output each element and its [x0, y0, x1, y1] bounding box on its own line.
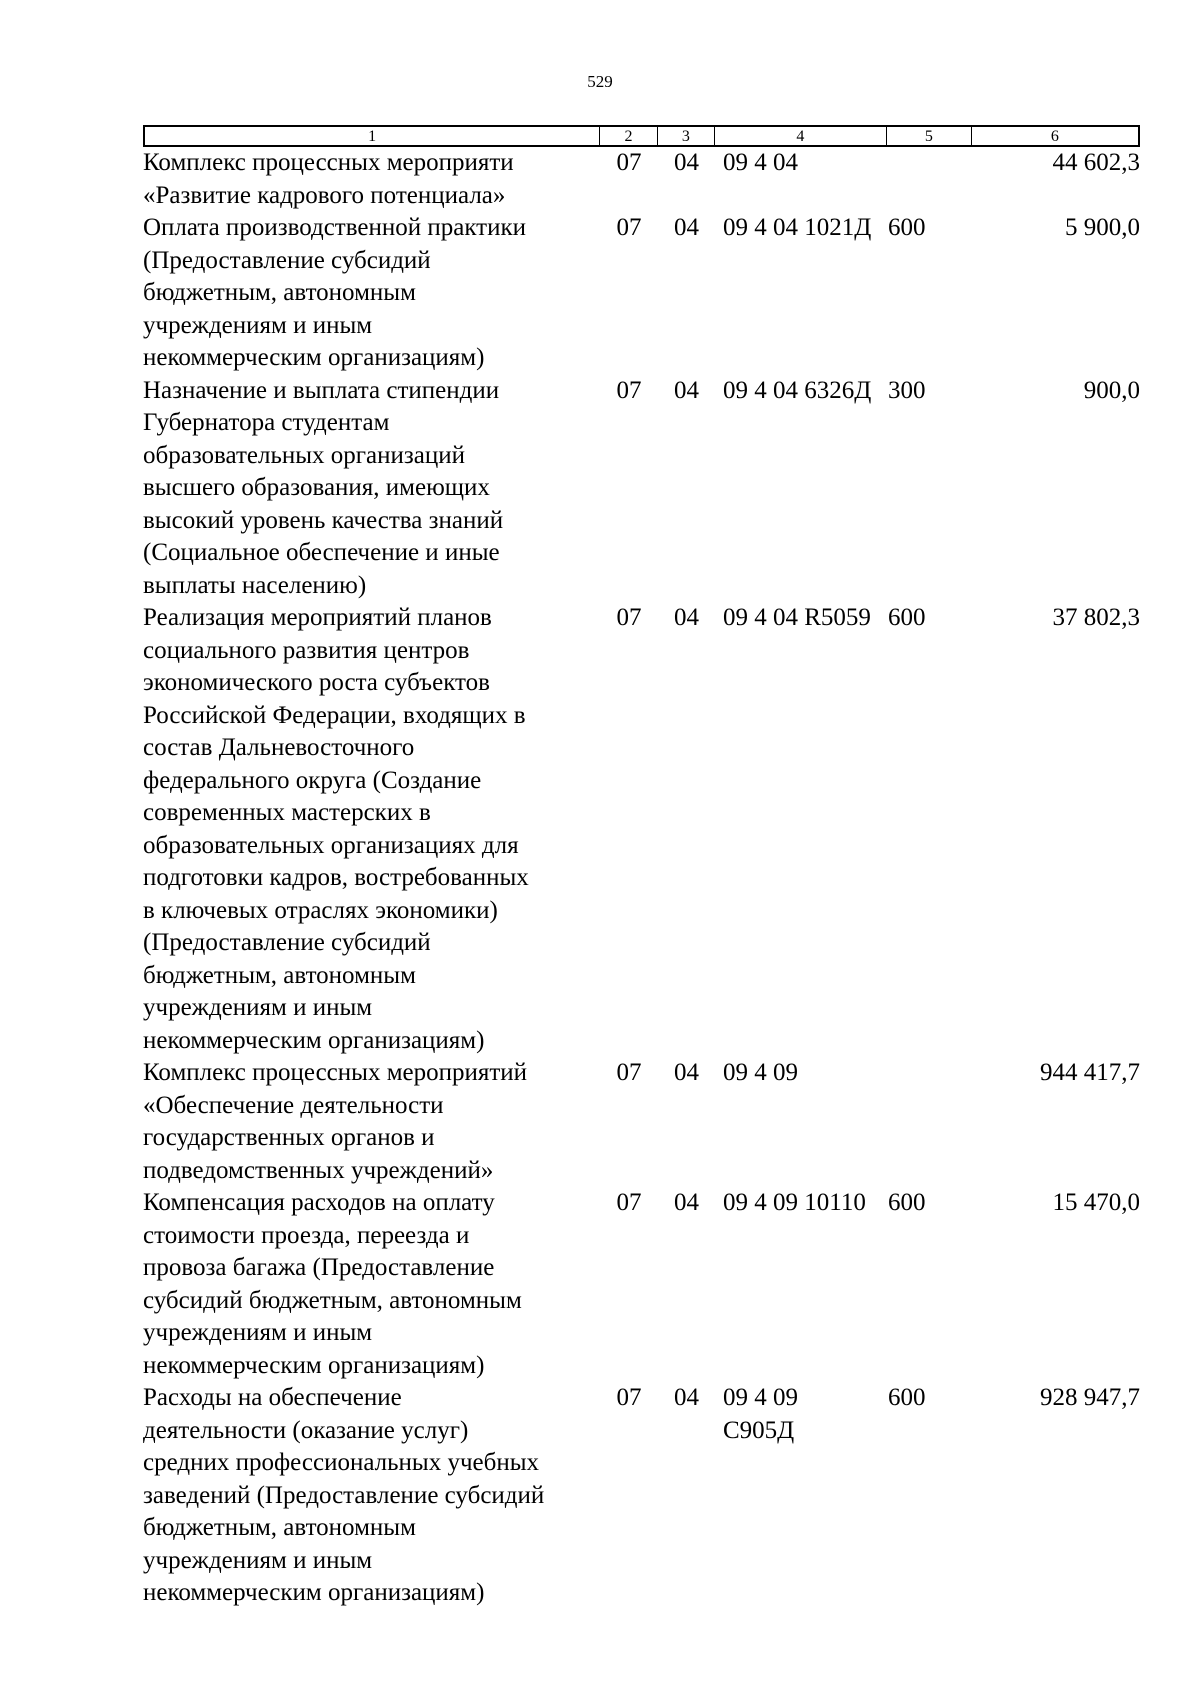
- row-amount: 944 417,7: [1040, 1059, 1140, 1086]
- row-section-code: 07: [616, 149, 642, 176]
- row-expense-type: 600: [888, 214, 926, 241]
- table-row: [143, 1187, 1140, 1382]
- row-name-line: бюджетным, автономным: [143, 1514, 416, 1541]
- row-target-code-line: 09 4 09: [723, 1384, 798, 1411]
- row-name-line: некоммерческим организациям): [143, 1579, 485, 1606]
- row-target-code-line: С905Д: [723, 1416, 795, 1444]
- row-name-line: высшего образования, имеющих: [143, 474, 490, 501]
- row-subsection-code: 04: [674, 376, 699, 404]
- row-name-line: заведений (Предоставление субсидий: [143, 1481, 545, 1509]
- row-amount: 900,0: [1083, 376, 1140, 404]
- row-subsection-code: 04: [674, 149, 699, 176]
- row-amount: 44 602,3: [1052, 149, 1140, 176]
- row-target-code: [715, 375, 888, 408]
- row-name-line: «Развитие кадрового потенциала»: [143, 181, 506, 209]
- row-section-code: 07: [616, 376, 642, 404]
- row-target-code-line: 09 4 04: [723, 149, 798, 176]
- table-row: [143, 1057, 1140, 1187]
- row-target-code-line: 09 4 09: [723, 1059, 798, 1086]
- row-name-line: некоммерческим организациям): [143, 1351, 485, 1379]
- row-name-line: Губернатора студентам: [143, 409, 390, 436]
- row-name-line: средних профессиональных учебных: [143, 1449, 540, 1476]
- row-target-code-line: 09 4 04 1021Д: [723, 214, 872, 241]
- row-name-line: деятельности (оказание услуг): [143, 1416, 469, 1444]
- row-amount: 928 947,7: [1040, 1384, 1140, 1411]
- row-name-line: Российской Федерации, входящих в: [143, 701, 526, 729]
- row-target-code: [715, 1382, 888, 1447]
- row-target-code: [715, 1057, 888, 1090]
- table-body: [143, 147, 1140, 1610]
- row-name-line: учреждениям и иным: [143, 1546, 373, 1574]
- row-subsection-code: 04: [674, 1059, 699, 1086]
- row-name-line: (Предоставление субсидий: [143, 246, 431, 274]
- row-name-line: подведомственных учреждений»: [143, 1156, 494, 1184]
- row-name: [143, 1187, 600, 1382]
- header-col-3: 3: [658, 127, 715, 145]
- row-name-line: образовательных организаций: [143, 441, 466, 469]
- page-number: 529: [587, 72, 613, 91]
- row-name-line: в ключевых отраслях экономики): [143, 896, 498, 924]
- row-name-line: социального развития центров: [143, 636, 470, 664]
- row-name-line: некоммерческим организациям): [143, 1026, 485, 1054]
- row-section-code: 07: [616, 214, 642, 241]
- row-amount: 15 470,0: [1052, 1189, 1140, 1216]
- row-name-line: некоммерческим организациям): [143, 344, 485, 371]
- row-subsection-code: 04: [674, 214, 699, 241]
- row-name-line: Комплекс процессных мероприяти: [143, 149, 514, 176]
- row-name-line: подготовки кадров, востребованных: [143, 864, 529, 891]
- row-target-code-line: 09 4 04 R5059: [723, 604, 871, 631]
- table-row: [143, 147, 1140, 212]
- row-name-line: стоимости проезда, переезда и: [143, 1221, 470, 1249]
- row-name: [143, 1382, 600, 1610]
- row-name-line: учреждениям и иным: [143, 1319, 373, 1346]
- row-name-line: Оплата производственной практики: [143, 214, 526, 241]
- row-name-line: провоза багажа (Предоставление: [143, 1254, 495, 1281]
- row-name-line: бюджетным, автономным: [143, 961, 416, 989]
- row-name-line: выплаты населению): [143, 571, 367, 599]
- row-subsection-code: 04: [674, 1384, 699, 1411]
- row-name-line: государственных органов и: [143, 1124, 435, 1151]
- row-target-code: [715, 147, 888, 180]
- row-expense-type: 600: [888, 1384, 926, 1411]
- header-col-4: 4: [715, 127, 887, 145]
- row-name-line: бюджетным, автономным: [143, 279, 416, 306]
- row-name: [143, 375, 600, 603]
- row-section-code: 07: [616, 1059, 642, 1086]
- table-row: [143, 375, 1140, 603]
- row-name-line: Назначение и выплата стипендии: [143, 376, 500, 404]
- row-name-line: Реализация мероприятий планов: [143, 604, 492, 631]
- row-name: [143, 602, 600, 1057]
- row-section-code: 07: [616, 1384, 642, 1411]
- table-header: [143, 125, 1140, 147]
- row-target-code-line: 09 4 04 6326Д: [723, 376, 872, 404]
- row-target-code: [715, 212, 888, 245]
- header-col-6: 6: [1050, 128, 1059, 145]
- row-expense-type: 300: [888, 376, 926, 404]
- row-name-line: образовательных организациях для: [143, 831, 519, 859]
- row-name: [143, 147, 600, 212]
- row-name-line: субсидий бюджетным, автономным: [143, 1286, 522, 1314]
- row-amount: 37 802,3: [1052, 604, 1140, 631]
- table-row: [143, 602, 1140, 1057]
- budget-table: [143, 125, 1140, 1610]
- row-subsection-code: 04: [674, 604, 699, 631]
- table-row: [143, 1382, 1140, 1610]
- row-section-code: 07: [616, 1189, 642, 1216]
- table-row: [143, 212, 1140, 375]
- row-target-code: [715, 1187, 888, 1220]
- row-name-line: учреждениям и иным: [143, 994, 373, 1021]
- row-name: [143, 1057, 600, 1187]
- row-name-line: Комплекс процессных мероприятий: [143, 1059, 528, 1086]
- row-subsection-code: 04: [674, 1189, 699, 1216]
- row-amount: 5 900,0: [1065, 214, 1140, 241]
- row-name-line: (Социальное обеспечение и иные: [143, 539, 500, 566]
- row-section-code: 07: [616, 604, 642, 631]
- row-expense-type: 600: [888, 604, 926, 631]
- row-name-line: федерального округа (Создание: [143, 766, 482, 794]
- row-name-line: современных мастерских в: [143, 799, 431, 826]
- row-target-code: [715, 602, 888, 635]
- row-name: [143, 212, 600, 375]
- header-col-2: 2: [600, 127, 658, 145]
- row-name-line: Расходы на обеспечение: [143, 1384, 402, 1411]
- row-name-line: (Предоставление субсидий: [143, 929, 431, 956]
- row-name-line: высокий уровень качества знаний: [143, 506, 504, 534]
- header-col-1: 1: [145, 127, 600, 145]
- row-name-line: Компенсация расходов на оплату: [143, 1189, 495, 1216]
- row-name-line: учреждениям и иным: [143, 311, 373, 339]
- row-expense-type: 600: [888, 1189, 926, 1216]
- header-col-5: 5: [887, 127, 972, 145]
- row-target-code-line: 09 4 09 10110: [723, 1189, 866, 1216]
- row-name-line: экономического роста субъектов: [143, 669, 490, 696]
- row-name-line: состав Дальневосточного: [143, 734, 415, 761]
- row-name-line: «Обеспечение деятельности: [143, 1091, 444, 1119]
